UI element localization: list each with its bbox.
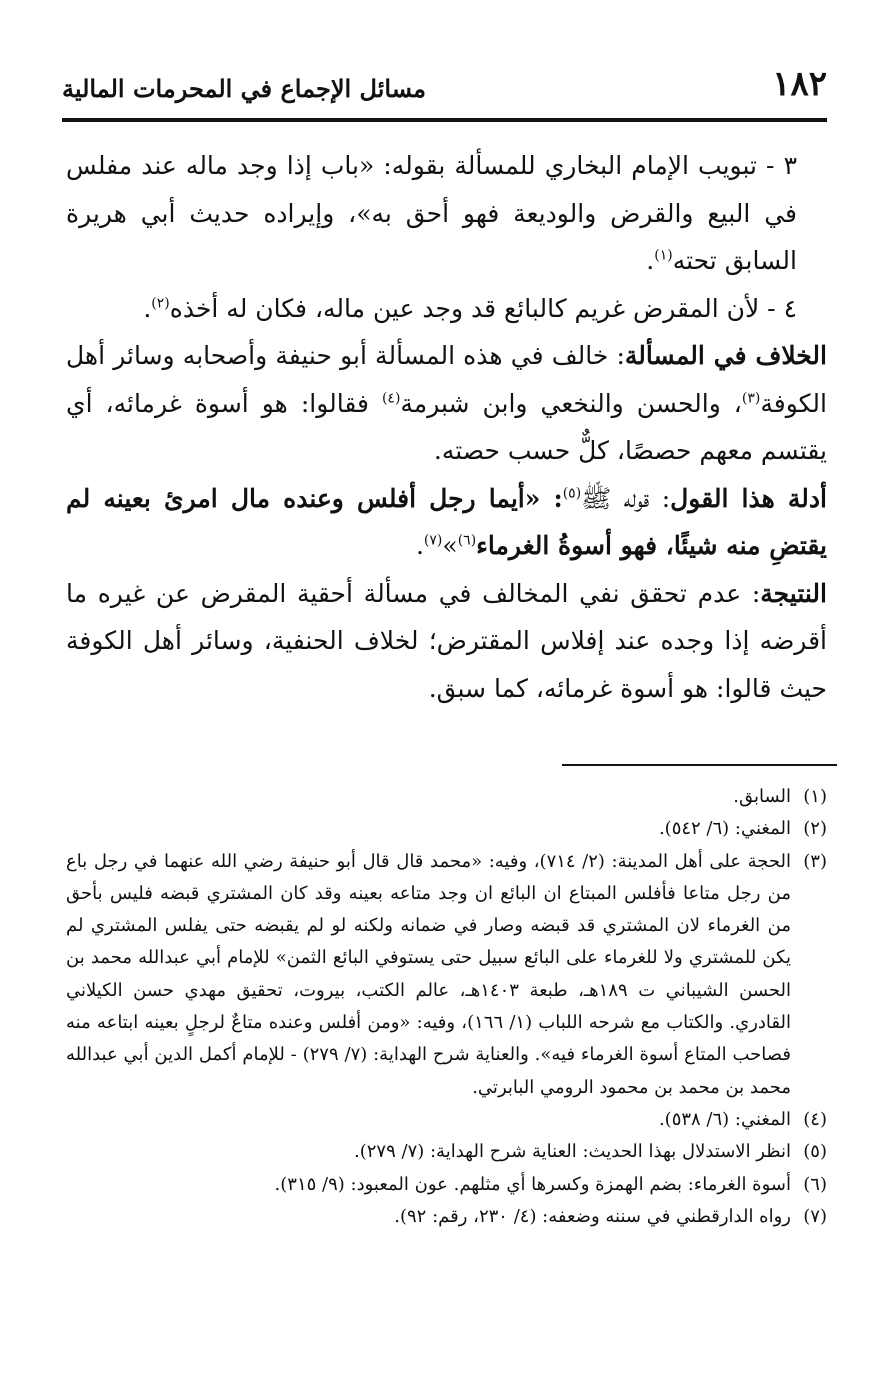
paragraph-point-3: ٣ - تبويب الإمام البخاري للمسألة بقوله: «باب إذا وجد ماله عند مفلس في البيع والقرض والوديعة فهو أحق به»، وإيراده حديث أبي هريرة السابق تحته$^{(١)}$. [66, 151, 797, 275]
footnote-separator [562, 764, 837, 766]
footnotes [66, 781, 827, 1233]
evidence-heading: أدلة هذا القول [670, 483, 828, 513]
footnote-ref: (٧) [423, 532, 443, 549]
footnote-number: (٧) [803, 1205, 827, 1227]
footnote-number: (٢) [803, 818, 827, 840]
footnote-number: (٦) [803, 1173, 827, 1195]
footnote: (١) السابق. [66, 781, 827, 813]
running-title: مسائل الإجماع في المحرمات المالية [62, 74, 426, 103]
footnote: (٧) رواه الدارقطني في سننه وضعفه: (٤/ ٢٣٠، رقم: ٩٢). [66, 1201, 827, 1233]
disagreement-heading: الخلاف في المسألة [624, 341, 827, 370]
main-text [66, 142, 827, 712]
footnote-ref: (٣) [741, 390, 761, 407]
footnote-number: (٥) [803, 1141, 827, 1163]
hadith-quote: : «أيما رجل أفلس وعنده مال امرئ بعينه لم يقتضِ منه شيئًا، فهو أسوةُ الغرماء [66, 483, 827, 560]
page-number: ١٨٢ [772, 64, 827, 104]
paragraph-disagreement: الخلاف في المسألة: خالف في هذه المسألة أبو حنيفة وأصحابه وسائر أهل الكوفة$^{(٣)}$، والحسن والنخعي وابن شبرمة$^{(٤)}$ فقالوا: هو أسوة غرمائه، أي يقتسم معهم حصصًا، كلٌّ حسب حصته. [66, 341, 827, 465]
paragraph-result: النتيجة: عدم تحقق نفي المخالف في مسألة أحقية المقرض عن غيره ما أقرضه إذا وجده عند إفلاس المقترض؛ لخلاف الحنفية، وسائر أهل الكوفة حيث قالوا: هو أسوة غرمائه، كما سبق. [66, 578, 827, 703]
footnote: (٢) المغني: (٦/ ٥٤٢). [66, 813, 827, 845]
footnote-ref: (٦) [457, 532, 477, 549]
footnote-ref: (٥) [562, 485, 582, 502]
footnote-ref: (٢) [151, 295, 170, 312]
header-rule [62, 118, 827, 122]
footnote-number: (٣) [803, 850, 827, 872]
footnote: (٤) المغني: (٦/ ٥٣٨). [66, 1104, 827, 1136]
footnote-number: (٤) [803, 1108, 827, 1130]
footnote-ref: (٤) [381, 390, 401, 407]
result-heading: النتيجة [760, 578, 827, 608]
page-header [62, 62, 827, 114]
footnote: (٣) الحجة على أهل المدينة: (٢/ ٧١٤)، وفيه: «محمد قال قال أبو حنيفة رضي الله عنهما في رجل باع من رجل متاعا فأفلس المبتاع ان البائع ان وجد متاعه بعينه وقد كان المشتري قبضه فليس بأحق من الغرماء لان المشتري قد قبضه وصار في ضمانه ولكنه لو لم يقبضه حتى يفلس المشتري لم يكن للمشتري ولا للغرماء على البائع سبيل حتى يستوفي البائع الثمن» للإمام أبي عبدالله محمد بن الحسن الشيباني ت ١٨٩هـ، طبعة ١٤٠٣هـ، عالم الكتب، بيروت، تحقيق مهدي حسن الكيلاني القادري. والكتاب مع شرحه اللباب (١/ ١٦٦)، وفيه: «ومن أفلس وعنده متاعٌ لرجلٍ بعينه ابتاعه منه فصاحب المتاع أسوة الغرماء فيه». والعناية شرح الهداية: (٧/ ٢٧٩) - للإمام أكمل الدين أبي عبدالله محمد بن محمد بن محمود الرومي البابرتي. [66, 846, 827, 1104]
paragraph-evidence: أدلة هذا القول: قوله ﷺ$^{(٥)}$: «أيما رجل أفلس وعنده مال امرئ بعينه لم يقتضِ منه شيئًا، فهو أسوةُ الغرماء$^{(٦)}$»$^{(٧)}$. [66, 483, 828, 560]
paragraph-point-4: ٤ - لأن المقرض غريم كالبائع قد وجد عين ماله، فكان له أخذه$^{(٢)}$. [143, 293, 797, 323]
footnote: (٥) انظر الاستدلال بهذا الحديث: العناية شرح الهداية: (٧/ ٢٧٩). [66, 1136, 827, 1168]
footnote: (٦) أسوة الغرماء: بضم الهمزة وكسرها أي مثلهم. عون المعبود: (٩/ ٣١٥). [66, 1169, 827, 1201]
footnote-ref: (١) [654, 247, 673, 264]
footnote-number: (١) [803, 786, 827, 807]
